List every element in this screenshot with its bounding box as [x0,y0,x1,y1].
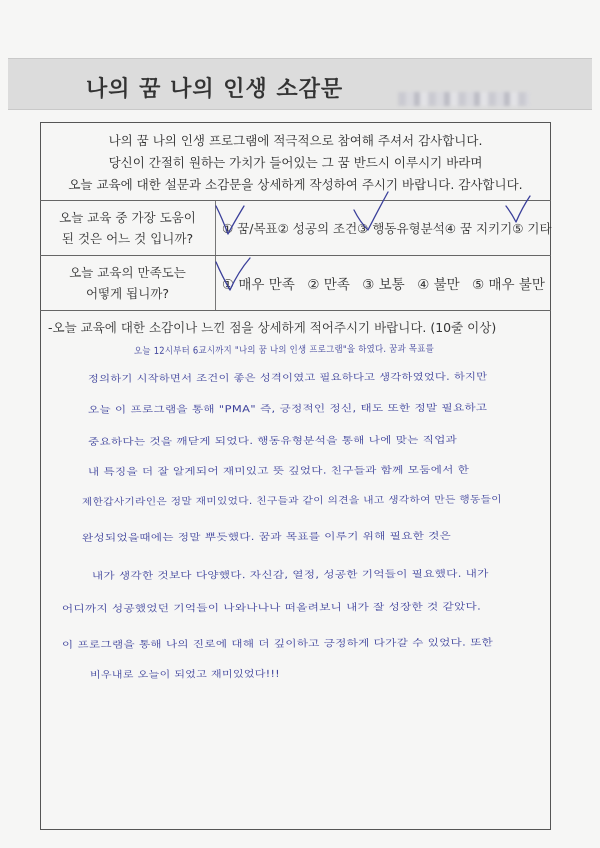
handwritten-line: 이 프로그램을 통해 나의 진로에 대해 더 깊이하고 긍정하게 다가갈 수 있었다. 또한 [61,637,494,651]
handwritten-line: 오늘 이 프로그램을 통해 "PMA" 즉, 긍정적인 정신, 태도 또한 정말 필요하고 [87,402,488,416]
row-divider [40,310,551,311]
question-label-line: 오늘 교육 중 가장 도움이 [59,210,196,225]
option-very-dissatisfied[interactable]: ⑤ 매우 불만 [472,277,545,293]
redacted-name [398,92,530,106]
intro-line: 나의 꿈 나의 인생 프로그램에 적극적으로 참여해 주셔서 감사합니다. [108,133,483,148]
page-title: 나의 꿈 나의 인생 소감문 [86,77,344,102]
question-label-line: 오늘 교육의 만족도는 [69,265,186,280]
handwritten-line: 오늘 12시부터 6교시까지 "나의 꿈 나의 인생 프로그램"을 하였다. 꿈과 목표를 [133,343,434,357]
handwritten-line: 비우내로 오늘이 되었고 재미있었다!!! [89,668,281,681]
column-divider [215,256,216,310]
option-success-conditions[interactable]: ② 성공의 조건 [277,221,358,236]
option-neutral[interactable]: ③ 보통 [362,277,405,293]
option-dream-goal[interactable]: ① 꿈/목표 [222,221,278,236]
option-list [222,201,552,255]
survey-question-satisfaction [40,255,551,310]
question-label [40,201,215,255]
option-behavior-analysis[interactable]: ③ 행동유형분석 [357,221,445,236]
handwritten-line: 어디까지 성공했었던 기억들이 나와나나나 떠올려보니 내가 잘 성장한 것 같았다. [61,601,482,615]
intro-line: 당신이 간절히 원하는 가치가 들어있는 그 꿈 반드시 이루시기 바라며 [108,155,483,170]
handwritten-line: 완성되었을때에는 정말 뿌듯했다. 꿈과 목표를 이루기 위해 필요한 것은 [81,530,452,544]
survey-question-helpful [40,200,551,255]
column-divider [215,201,216,255]
handwritten-line: 내가 생각한 것보다 다양했다. 자신감, 열정, 성공한 기억들이 필요했다. 내가 [91,568,489,582]
option-very-satisfied[interactable]: ① 매우 만족 [222,277,295,293]
intro-line: 오늘 교육에 대한 설문과 소감문을 상세하게 작성하여 주시기 바랍니다. 감사합니다. [68,177,523,192]
handwritten-line: 내 특징을 더 잘 알게되어 재미있고 뜻 깊었다. 친구들과 함께 모둠에서 한 [87,464,470,478]
option-dissatisfied[interactable]: ④ 불만 [417,277,460,293]
question-label [40,256,215,310]
option-list [222,256,547,310]
option-satisfied[interactable]: ② 만족 [307,277,350,293]
question-label-line: 된 것은 어느 것 입니까? [61,231,194,246]
response-prompt: -오늘 교육에 대한 소감이나 느낀 점을 상세하게 적어주시기 바랍니다. (10줄 이상) [48,320,497,335]
handwritten-line: 중요하다는 것을 깨닫게 되었다. 행동유형분석을 통해 나에 맞는 직업과 [87,434,458,448]
option-other[interactable]: ⑤ 기타 [512,221,552,236]
handwritten-line: 제한갑사기라인은 정말 재미있었다. 친구들과 같이 의견을 내고 생각하여 만든 행동들이 [81,494,502,508]
handwritten-line: 정의하기 시작하면서 조건이 좋은 성격이였고 필요하다고 생각하였었다. 하지만 [87,371,488,385]
intro-text [40,130,551,196]
question-label-line: 어떻게 됩니까? [85,286,170,301]
option-keep-dream[interactable]: ④ 꿈 지키기 [444,221,513,236]
